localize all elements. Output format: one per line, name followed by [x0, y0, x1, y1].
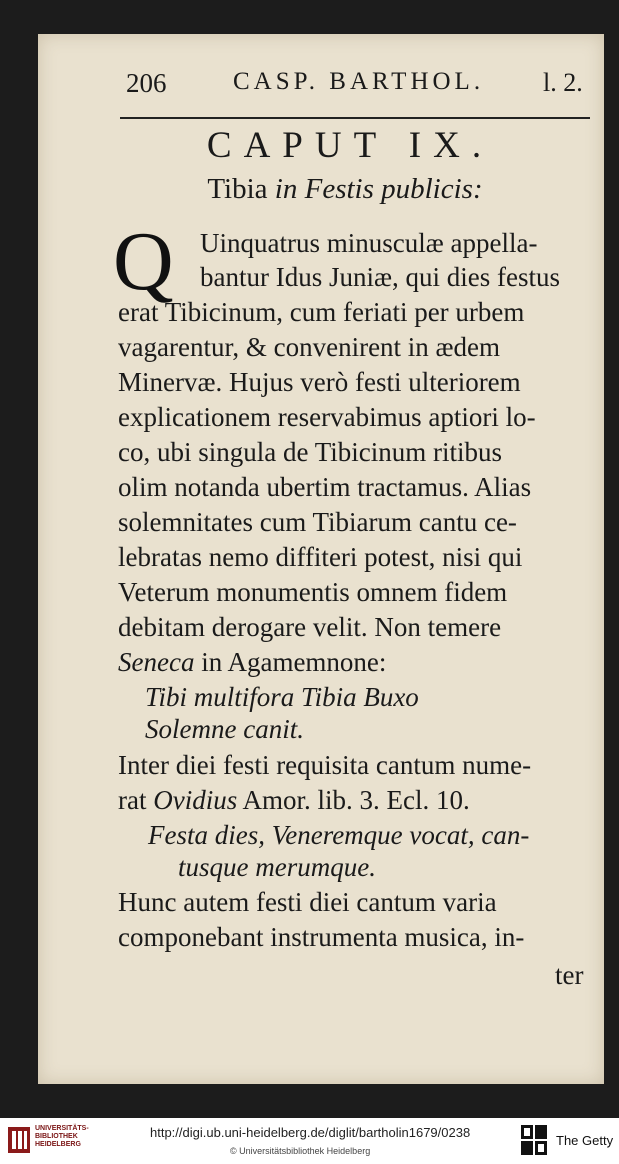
text-line-4: vagarentur, & convenirent in ædem	[118, 332, 501, 362]
subtitle-italic: in Festis publicis:	[274, 173, 483, 205]
text-line-13-rest: in Agamemnone:	[194, 647, 387, 677]
text-line-3: erat Tibicinum, cum feriati per urbem	[118, 297, 525, 327]
getty-logo	[520, 1123, 548, 1157]
text-line-13	[118, 647, 386, 678]
text-line-11: Veterum monumentis omnem fidem	[118, 577, 508, 607]
quote-line-2: Solemne canit.	[145, 714, 304, 744]
text-line-15-rest: Amor. lib. 3. Ecl. 10.	[237, 785, 470, 815]
chapter-title: CAPUT IX.	[206, 125, 494, 166]
header-rule	[120, 117, 590, 119]
text-line-14: Inter diei festi requisita cantum nume-	[118, 750, 532, 780]
text-line-5: Minervæ. Hujus verò festi ulteriorem	[118, 367, 521, 397]
copyright-notice: © Universitätsbibliothek Heidelberg	[230, 1146, 371, 1156]
text-line-10: lebratas nemo diffiteri potest, nisi qui	[118, 542, 523, 572]
text-line-8: olim notanda ubertim tractamus. Alias	[118, 472, 532, 502]
university-library-logo	[6, 1123, 32, 1157]
quote-line-1: Tibi multifora Tibia Buxo	[145, 682, 419, 712]
author-name-ovidius: Ovidius	[153, 785, 238, 815]
viewer-footer	[0, 1118, 619, 1164]
partner-name: The Getty	[556, 1133, 614, 1148]
catchword: ter	[555, 960, 584, 990]
running-title: CASP. BARTHOL.	[233, 68, 485, 95]
text-line-1: Uinquatrus minusculæ appella-	[200, 228, 538, 258]
text-line-16: Hunc autem festi diei cantum varia	[118, 887, 497, 917]
library-name: UNIVERSITÄTS- BIBLIOTHEK HEIDELBERG	[35, 1125, 89, 1148]
text-line-15	[118, 785, 470, 816]
drop-cap: Q	[113, 215, 174, 308]
permalink-url[interactable]: http://digi.ub.uni-heidelberg.de/diglit/bartholin1679/0238	[150, 1125, 471, 1140]
quote-line-3: Festa dies, Veneremque vocat, can-	[148, 820, 530, 850]
text-line-15-start: rat	[118, 785, 154, 815]
text-line-17: componebant instrumenta musica, in-	[118, 922, 525, 952]
text-line-7: co, ubi singula de Tibicinum ritibus	[118, 437, 503, 467]
text-line-9: solemnitates cum Tibiarum cantu ce-	[118, 507, 517, 537]
chapter-subtitle	[110, 173, 580, 206]
text-line-6: explicationem reservabimus aptiori lo-	[118, 402, 536, 432]
page-number: 206	[126, 68, 167, 98]
page-header	[88, 48, 598, 98]
text-line-12: debitam derogare velit. Non temere	[118, 612, 502, 642]
text-line-2: bantur Idus Juniæ, qui dies festus	[200, 262, 560, 292]
author-name-seneca: Seneca	[118, 647, 195, 677]
quote-line-4: tusque merumque.	[178, 852, 376, 882]
section-marker: l. 2.	[543, 68, 583, 97]
subtitle-plain: Tibia	[207, 173, 268, 205]
